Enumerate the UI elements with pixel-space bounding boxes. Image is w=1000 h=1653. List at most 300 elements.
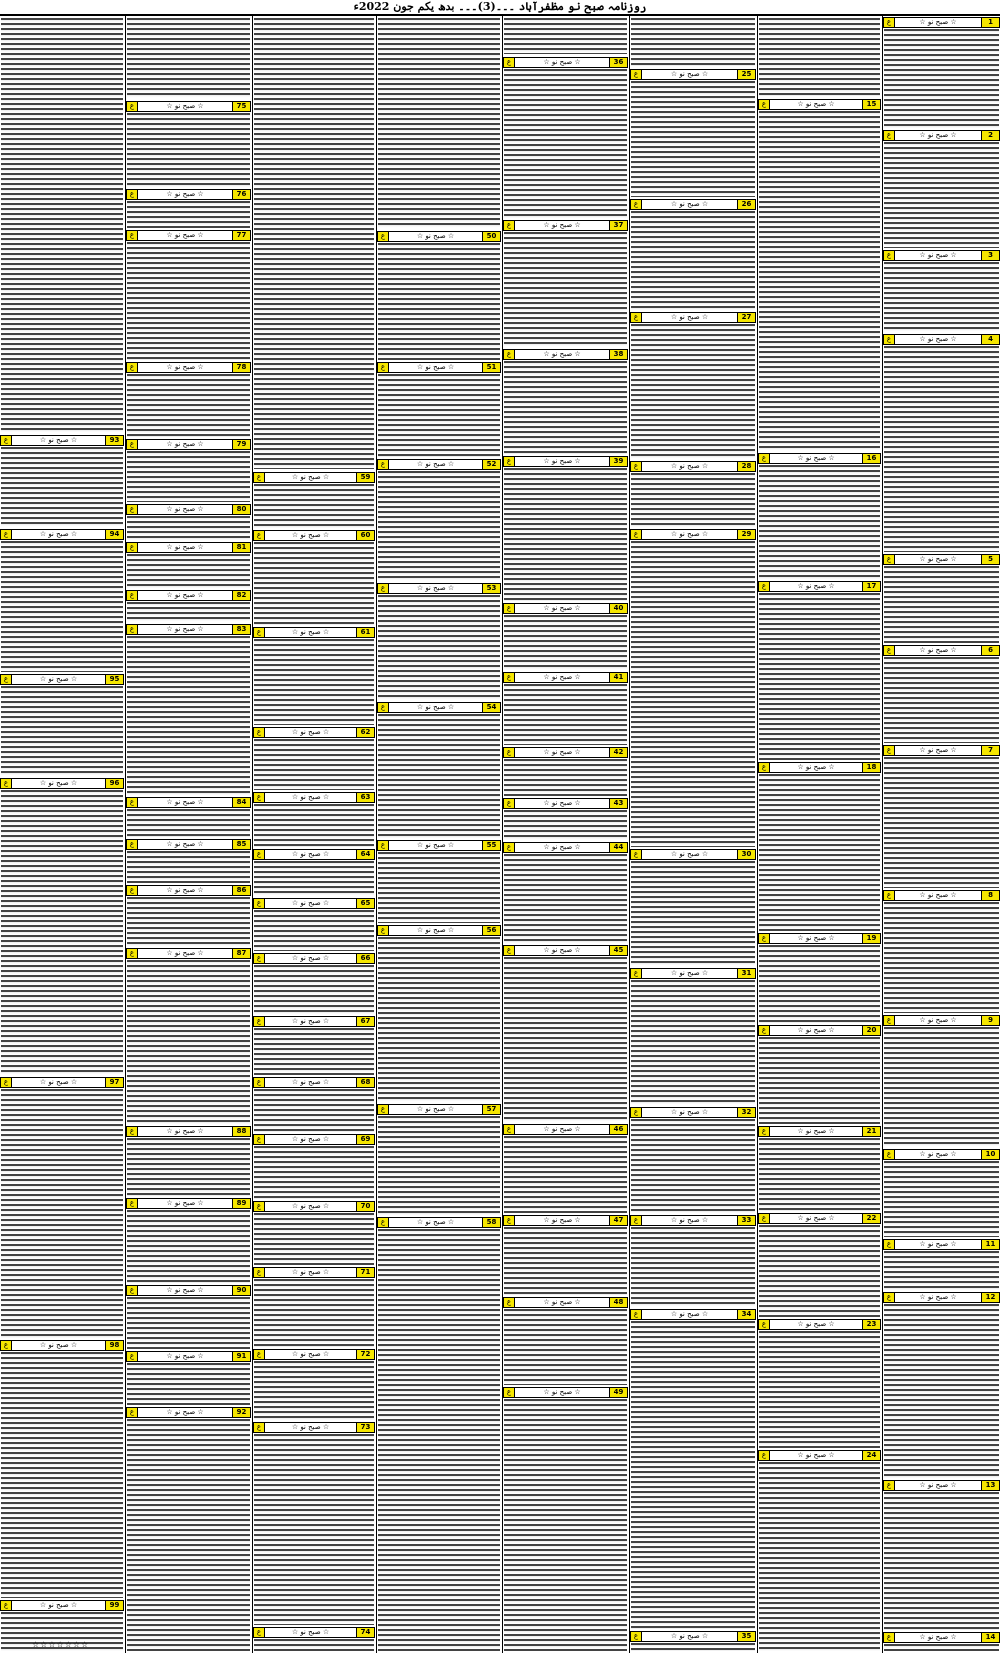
notice-text — [504, 468, 627, 601]
column-rule — [882, 16, 883, 1653]
notice-badge: ع — [504, 1216, 515, 1225]
notice-badge: ع — [127, 1199, 138, 1208]
notice-badge: ع — [127, 1408, 138, 1417]
notice-header — [503, 220, 628, 231]
notice-header — [758, 762, 881, 773]
notice-number: 25 — [737, 70, 755, 79]
notice-header — [126, 1198, 251, 1209]
notice-number: 1 — [981, 18, 999, 27]
notice-header — [883, 554, 1000, 565]
classified-notice — [253, 898, 375, 952]
notice-badge: ع — [127, 505, 138, 514]
notice-badge: ع — [127, 886, 138, 895]
classified-notice — [503, 57, 628, 219]
notice-label: ☆ صبح نو ☆ — [797, 1026, 835, 1034]
notice-header — [253, 1422, 375, 1433]
notice-text — [378, 595, 500, 700]
notice-text — [127, 1419, 250, 1651]
classified-notice — [758, 762, 881, 932]
notice-number: 52 — [482, 460, 500, 469]
notice-text — [127, 960, 250, 1124]
notice-badge: ع — [254, 1017, 265, 1026]
notice-text — [254, 1434, 374, 1625]
notice-label: ☆ صبح نو ☆ — [919, 1293, 957, 1301]
notice-header — [126, 189, 251, 200]
notice-header — [126, 439, 251, 450]
notice-label: ☆ صبح نو ☆ — [291, 728, 330, 736]
notice-label: ☆ صبح نو ☆ — [166, 1199, 204, 1207]
notice-number: 93 — [105, 436, 123, 445]
notice-text — [759, 1138, 880, 1211]
notice-badge: ع — [504, 1298, 515, 1307]
classified-notice — [126, 1351, 251, 1406]
notice-label: ☆ صبح نو ☆ — [291, 1268, 330, 1276]
notice-text — [127, 602, 250, 622]
notice-badge: ع — [504, 457, 515, 466]
classified-notice — [126, 624, 251, 796]
classified-notice — [377, 231, 501, 361]
classified-column — [0, 17, 124, 1653]
notice-text — [127, 809, 250, 837]
notice-number: 79 — [232, 440, 250, 449]
classified-notice — [377, 840, 501, 924]
notice-number: 4 — [981, 335, 999, 344]
notice-header — [630, 1309, 756, 1320]
notice-badge: ع — [504, 799, 515, 808]
notice-header — [377, 840, 501, 851]
classified-notice — [377, 459, 501, 582]
classified-notice — [503, 1215, 628, 1296]
notice-number: 22 — [862, 1214, 880, 1223]
notice-number: 36 — [609, 58, 627, 67]
notice-text — [254, 1028, 374, 1075]
notice-text — [631, 1119, 755, 1213]
notice-text — [254, 804, 374, 847]
notice-header — [126, 1285, 251, 1296]
notice-label: ☆ صبح نو ☆ — [291, 628, 330, 636]
classified-notice — [758, 933, 881, 1024]
notice-label: ☆ صبح نو ☆ — [416, 1105, 455, 1113]
notice-label: ☆ صبح نو ☆ — [919, 251, 957, 259]
notice-label: ☆ صبح نو ☆ — [291, 954, 330, 962]
notice-badge: ع — [884, 1293, 895, 1302]
classified-notice — [630, 1215, 756, 1308]
notice-badge: ع — [1, 530, 12, 539]
notice-badge: ع — [631, 850, 642, 859]
notice-text — [127, 1138, 250, 1196]
notice-text — [884, 1644, 999, 1651]
notice-text — [631, 861, 755, 966]
notice-text — [254, 484, 374, 528]
notice-badge: ع — [759, 934, 770, 943]
notice-badge: ع — [631, 1108, 642, 1117]
notice-label: ☆ صبح نو ☆ — [919, 1240, 957, 1248]
notice-number: 65 — [356, 899, 374, 908]
notice-number: 42 — [609, 748, 627, 757]
notice-number: 38 — [609, 350, 627, 359]
notice-label: ☆ صبح نو ☆ — [543, 457, 581, 465]
notice-number: 58 — [482, 1218, 500, 1227]
notice-text — [759, 465, 880, 579]
notice-header — [126, 362, 251, 373]
notice-number: 34 — [737, 1310, 755, 1319]
notice-label: ☆ صبح نو ☆ — [919, 18, 957, 26]
notice-number: 68 — [356, 1078, 374, 1087]
notice-label: ☆ صبح نو ☆ — [291, 1135, 330, 1143]
notice-badge: ع — [254, 899, 265, 908]
notice-header — [758, 453, 881, 464]
notice-text — [378, 937, 500, 1102]
notice-header — [126, 1351, 251, 1362]
notice-body-continued — [253, 17, 375, 470]
notice-badge: ع — [759, 1214, 770, 1223]
notice-badge: ع — [127, 440, 138, 449]
notice-number: 24 — [862, 1451, 880, 1460]
notice-number: 77 — [232, 231, 250, 240]
classified-notice — [503, 456, 628, 602]
notice-number: 37 — [609, 221, 627, 230]
notice-label: ☆ صبح نو ☆ — [543, 748, 581, 756]
notice-text — [127, 451, 250, 502]
classified-notice — [253, 849, 375, 897]
notice-number: 39 — [609, 457, 627, 466]
notice-number: 98 — [105, 1341, 123, 1350]
notice-text — [884, 1251, 999, 1290]
notice-header — [377, 231, 501, 242]
notice-number: 91 — [232, 1352, 250, 1361]
classified-notice — [253, 953, 375, 1015]
notice-label: ☆ صبح نو ☆ — [543, 58, 581, 66]
notice-label: ☆ صبح نو ☆ — [919, 1016, 957, 1024]
notice-badge: ع — [127, 190, 138, 199]
classified-notice — [503, 842, 628, 944]
classified-notice — [253, 1422, 375, 1626]
classified-notice — [503, 1297, 628, 1386]
notice-text — [504, 1136, 627, 1213]
notice-badge: ع — [1, 1078, 12, 1087]
notice-number: 12 — [981, 1293, 999, 1302]
notice-number: 15 — [862, 100, 880, 109]
classified-notice — [883, 130, 1000, 249]
notice-label: ☆ صبح نو ☆ — [797, 454, 835, 462]
classified-notice — [758, 1126, 881, 1212]
classified-notice — [377, 1217, 501, 1652]
notice-badge: ع — [884, 1240, 895, 1249]
classified-column — [253, 17, 375, 1653]
notice-number: 53 — [482, 584, 500, 593]
notice-badge: ع — [759, 100, 770, 109]
classified-notice — [253, 530, 375, 626]
notice-number: 48 — [609, 1298, 627, 1307]
notice-number: 63 — [356, 793, 374, 802]
notice-label: ☆ صبح نو ☆ — [543, 799, 581, 807]
notice-badge: ع — [378, 703, 389, 712]
notice-label: ☆ صبح نو ☆ — [166, 363, 204, 371]
notice-badge: ع — [884, 646, 895, 655]
notice-badge: ع — [127, 625, 138, 634]
notice-badge: ع — [504, 843, 515, 852]
notice-text — [254, 639, 374, 725]
classified-notice — [503, 747, 628, 797]
notice-header — [126, 839, 251, 850]
notice-badge: ع — [378, 926, 389, 935]
notice-badge: ع — [127, 798, 138, 807]
notice-text — [1, 686, 123, 776]
notice-header — [126, 542, 251, 553]
classified-notice — [126, 504, 251, 541]
notice-header — [503, 747, 628, 758]
notice-number: 8 — [981, 891, 999, 900]
notice-header — [126, 885, 251, 896]
notice-label: ☆ صبح نو ☆ — [670, 969, 709, 977]
notice-badge: ع — [504, 604, 515, 613]
notice-text — [127, 1363, 250, 1405]
notice-text — [631, 980, 755, 1105]
footer-stars: ☆☆☆☆☆☆☆ — [32, 1640, 90, 1649]
notice-badge: ع — [884, 1481, 895, 1490]
classified-notice — [883, 645, 1000, 744]
notice-badge: ع — [884, 1016, 895, 1025]
classified-notice — [126, 839, 251, 884]
notice-badge: ع — [254, 1423, 265, 1432]
notice-label: ☆ صبح نو ☆ — [39, 675, 78, 683]
notice-label: ☆ صبح نو ☆ — [919, 891, 957, 899]
notice-badge: ع — [254, 1078, 265, 1087]
notice-header — [126, 797, 251, 808]
notice-label: ☆ صبح نو ☆ — [39, 1341, 78, 1349]
notice-badge: ع — [884, 335, 895, 344]
notice-label: ☆ صبح نو ☆ — [291, 531, 330, 539]
notice-header — [883, 1292, 1000, 1303]
notice-number: 6 — [981, 646, 999, 655]
classified-notice — [126, 189, 251, 229]
notice-text — [1, 541, 123, 672]
notice-number: 45 — [609, 946, 627, 955]
notice-badge: ع — [884, 555, 895, 564]
notice-label: ☆ صبح نو ☆ — [291, 1350, 330, 1358]
notice-text — [378, 852, 500, 923]
notice-label: ☆ صبح نو ☆ — [670, 850, 709, 858]
notice-label: ☆ صبح نو ☆ — [39, 779, 78, 787]
notice-label: ☆ صبح نو ☆ — [670, 70, 709, 78]
notice-header — [503, 798, 628, 809]
notice-header — [253, 953, 375, 964]
classified-notice — [883, 250, 1000, 333]
notice-badge: ع — [884, 1150, 895, 1159]
notice-number: 96 — [105, 779, 123, 788]
notice-label: ☆ صبح نو ☆ — [166, 886, 204, 894]
classified-notice — [630, 312, 756, 460]
notice-text — [254, 18, 374, 469]
notice-text — [254, 1639, 374, 1651]
notice-badge: ع — [1, 675, 12, 684]
notice-header — [883, 1015, 1000, 1026]
notice-label: ☆ صبح نو ☆ — [166, 840, 204, 848]
notice-label: ☆ صبح نو ☆ — [919, 555, 957, 563]
notice-text — [254, 1089, 374, 1132]
notice-header — [503, 945, 628, 956]
notice-label: ☆ صبح نو ☆ — [919, 1633, 957, 1641]
notice-badge: ع — [884, 251, 895, 260]
notice-number: 74 — [356, 1628, 374, 1637]
notice-header — [0, 529, 124, 540]
notice-text — [759, 1225, 880, 1317]
notice-text — [631, 324, 755, 459]
notice-header — [126, 624, 251, 635]
notice-number: 95 — [105, 675, 123, 684]
classified-notice — [377, 583, 501, 701]
classified-notice — [503, 945, 628, 1123]
notice-label: ☆ صبح نو ☆ — [543, 843, 581, 851]
notice-number: 92 — [232, 1408, 250, 1417]
notice-header — [630, 529, 756, 540]
notice-text — [884, 757, 999, 888]
notice-label: ☆ صبح نو ☆ — [416, 460, 455, 468]
notice-number: 97 — [105, 1078, 123, 1087]
classified-notice — [503, 798, 628, 841]
notice-number: 75 — [232, 102, 250, 111]
notice-header — [758, 1450, 881, 1461]
notice-number: 51 — [482, 363, 500, 372]
notice-badge: ع — [254, 531, 265, 540]
notice-body-continued — [0, 17, 124, 433]
notice-header — [253, 792, 375, 803]
notice-label: ☆ صبح نو ☆ — [919, 131, 957, 139]
notice-text — [631, 18, 755, 66]
classified-notice — [883, 1149, 1000, 1238]
notice-label: ☆ صبح نو ☆ — [670, 1632, 709, 1640]
notice-text — [127, 201, 250, 228]
notice-badge: ع — [254, 628, 265, 637]
classified-notice — [377, 1104, 501, 1216]
notice-number: 3 — [981, 251, 999, 260]
classified-notice — [630, 461, 756, 528]
notice-header — [503, 1215, 628, 1226]
notice-header — [377, 702, 501, 713]
notice-number: 82 — [232, 591, 250, 600]
notice-badge: ع — [1, 1341, 12, 1350]
notice-badge: ع — [254, 793, 265, 802]
classified-notice — [126, 948, 251, 1125]
classified-notice — [253, 1267, 375, 1348]
notice-body-continued — [758, 17, 881, 97]
notice-text — [254, 1146, 374, 1199]
masthead-rule — [0, 14, 1000, 16]
notice-text — [127, 554, 250, 588]
notice-text — [504, 1309, 627, 1385]
notice-label: ☆ صبح نو ☆ — [416, 232, 455, 240]
classified-column — [630, 17, 756, 1653]
notice-text — [504, 854, 627, 943]
notice-header — [377, 1217, 501, 1228]
notice-label: ☆ صبح نو ☆ — [416, 363, 455, 371]
notice-text — [254, 1279, 374, 1347]
notice-number: 19 — [862, 934, 880, 943]
notice-header — [377, 583, 501, 594]
notice-header — [253, 898, 375, 909]
notice-badge: ع — [759, 1026, 770, 1035]
notice-text — [884, 902, 999, 1013]
notice-label: ☆ صبح نو ☆ — [543, 673, 581, 681]
notice-badge: ع — [504, 673, 515, 682]
notice-text — [127, 18, 250, 98]
notice-text — [378, 18, 500, 228]
column-rule — [376, 16, 377, 1653]
notice-label: ☆ صبح نو ☆ — [797, 763, 835, 771]
notice-number: 60 — [356, 531, 374, 540]
notice-text — [884, 1492, 999, 1630]
classified-notice — [253, 792, 375, 848]
notice-text — [884, 29, 999, 128]
notice-badge: ع — [504, 350, 515, 359]
classified-notice — [883, 17, 1000, 129]
notice-text — [504, 759, 627, 796]
notice-text — [378, 1116, 500, 1215]
classified-notice — [503, 672, 628, 746]
notice-label: ☆ صبح نو ☆ — [166, 798, 204, 806]
notice-label: ☆ صبح نو ☆ — [291, 1078, 330, 1086]
notice-number: 59 — [356, 473, 374, 482]
notice-number: 21 — [862, 1127, 880, 1136]
notice-header — [883, 645, 1000, 656]
classified-notice — [883, 1632, 1000, 1652]
notice-number: 5 — [981, 555, 999, 564]
notice-label: ☆ صبح نو ☆ — [797, 1451, 835, 1459]
notice-header — [253, 1349, 375, 1360]
notice-text — [759, 18, 880, 96]
notice-text — [884, 142, 999, 248]
notice-number: 66 — [356, 954, 374, 963]
notice-text — [127, 242, 250, 360]
notice-text — [1, 1352, 123, 1598]
notice-label: ☆ صبح نو ☆ — [797, 582, 835, 590]
notice-label: ☆ صبح نو ☆ — [291, 1628, 330, 1636]
notice-badge: ع — [254, 1202, 265, 1211]
notice-number: 43 — [609, 799, 627, 808]
notice-text — [127, 374, 250, 437]
notice-header — [758, 1025, 881, 1036]
notice-number: 94 — [105, 530, 123, 539]
notice-badge: ع — [127, 1352, 138, 1361]
notice-number: 49 — [609, 1388, 627, 1397]
notice-header — [883, 17, 1000, 28]
notice-label: ☆ صبح نو ☆ — [543, 946, 581, 954]
classified-notice — [126, 1407, 251, 1652]
notice-label: ☆ صبح نو ☆ — [670, 462, 709, 470]
notice-badge: ع — [504, 748, 515, 757]
notice-badge: ع — [127, 102, 138, 111]
notice-label: ☆ صبح نو ☆ — [416, 926, 455, 934]
notice-label: ☆ صبح نو ☆ — [166, 1127, 204, 1135]
notice-number: 85 — [232, 840, 250, 849]
notice-text — [127, 897, 250, 946]
notice-label: ☆ صبح نو ☆ — [39, 436, 78, 444]
classified-notice — [630, 849, 756, 967]
notice-text — [504, 361, 627, 454]
notice-badge: ع — [759, 1127, 770, 1136]
classified-notice — [253, 472, 375, 529]
notice-header — [630, 69, 756, 80]
notice-header — [126, 101, 251, 112]
notice-text — [504, 810, 627, 840]
notice-number: 90 — [232, 1286, 250, 1295]
notice-header — [377, 362, 501, 373]
notice-header — [253, 1201, 375, 1212]
notice-text — [759, 774, 880, 931]
classified-notice — [758, 1319, 881, 1449]
notice-number: 72 — [356, 1350, 374, 1359]
notice-text — [631, 1321, 755, 1629]
